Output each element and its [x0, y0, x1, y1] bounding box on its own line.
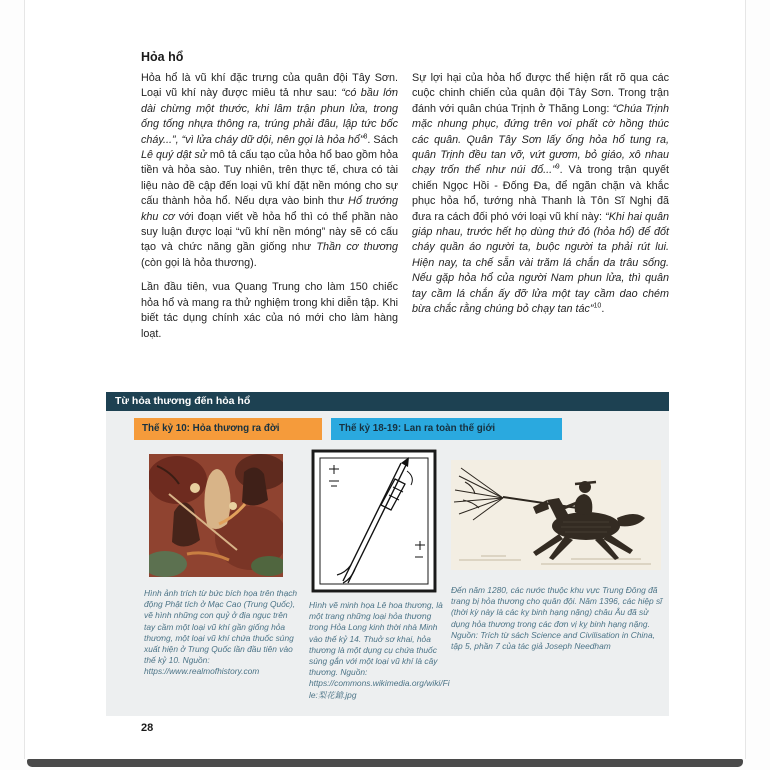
article-title: Hỏa hổ: [141, 50, 184, 64]
figure-caption-engraving: Đến năm 1280, các nước thuộc khu vực Trung Đông đã trang bị hỏa thương cho quân đội. Năm 1396, các hiệp sĩ (thời kỳ này là các kỵ binh hạng nặng) châu Âu đã sử dụng hỏa thương trong các đơn vị kỵ binh hạng nặng. Nguồn: Trích từ sách Science and Civilisation in China, tập 5, phần 7 của tác giả Joseph Needham: [451, 585, 663, 652]
cavalry-illustration: [451, 460, 661, 570]
page-edge-shadow: [27, 759, 743, 767]
article-body: [141, 71, 669, 342]
body-paragraph: Hỏa hổ là vũ khí đặc trưng của quân đội Tây Sơn. Loại vũ khí này được miêu tả như sau: “có bầu lớn dài chừng một thước, khi lâm trận phun lửa, trong ống tống nhựa thông ra, trúng phải đâu, lập tức bốc cháy...”, “vì lửa cháy dữ dội, nên gọi là hỏa hổ”$^8$. Sách Lê quý dật sử mô tả cấu tạo của hỏa hổ bao gồm hỏa tiền và hỏa sào. Tuy nhiên, trên thực tế, chưa có tài liệu nào đề cập đến loại vũ khí đặt nền móng cho sự cấu thành hỏa hổ. Nếu dựa vào binh thư Hổ trướng khu cơ với đoạn viết về hỏa hổ thì có thể phần nào suy luận được loại “vũ khí nền móng” này sẽ có cấu tạo và chức năng gần giống như Thần cơ thương (còn gọi là hỏa thương).: [141, 72, 399, 269]
fire-lance-illustration: [311, 449, 437, 593]
infobox-title: Từ hỏa thương đến hỏa hổ: [106, 392, 669, 411]
right-column: [412, 71, 669, 342]
figure-caption-drawing: Hình vẽ minh họa Lê hoa thương, là một trang những loại hỏa thương trong Hỏa Long kinh thời nhà Minh vào thế kỷ 14. Thuở sơ khai, hỏa thương là một dụng cụ chứa thuốc súng gắn với một loại vũ khí là cây thương. Nguồn: https://commons.wikimedia.org/wiki/File:梨花鎗.jpg: [309, 600, 450, 700]
mogao-mural-image: [149, 454, 283, 577]
body-paragraph: Lần đầu tiên, vua Quang Trung cho làm 150 chiếc hỏa hổ và mang ra thử nghiệm trong khi diễn tập. Khi biết tác dụng chính xác của nó mới cho làm hàng loạt.: [141, 281, 398, 340]
body-paragraph: Sự lợi hại của hỏa hổ được thể hiện rất rõ qua các cuộc chinh chiến của quân đội Tây Sơn. Trong trận đánh với quân chúa Trịnh ở Thăng Long: “Chúa Trịnh mặc nhung phục, đứng trên voi phất cờ hồng thúc các quân. Quân Tây Sơn lấy ống hỏa hổ tung ra, quân Trịnh đều tan vỡ, vứt gươm, bỏ giáo, xô nhau chạy trốn thể như núi đổ...”$^9$. Và trong trận quyết chiến Ngọc Hồi - Đống Đa, để ngăn chặn và khắc phục hỏa hổ, tướng nhà Thanh là Tôn Sĩ Nghị đã đưa ra cách đối phó với loại vũ khí này: “Khi hai quân giáp nhau, trước hết họ dùng thứ đó (hỏa hổ) để đốt cháy quần áo người ta, buộc người ta phải rút lui. Hiện nay, ta chế sẵn vài trăm lá chắn da trâu sống. Nếu gặp hỏa hổ của người Nam phun lửa, thì quân tay cầm lá chắn ấy đỡ lửa một tay cầm dao chém bừa chắc rằng chúng bỏ chạy tan tác”$^{10}$.: [412, 72, 669, 316]
cavalry-engraving-image: [451, 460, 661, 570]
page-number: 28: [141, 722, 154, 734]
tab-century-18-19: Thế kỷ 18-19: Lan ra toàn thế giới: [331, 418, 562, 440]
fire-lance-drawing-image: [311, 449, 437, 593]
timeline-infobox: [106, 392, 669, 716]
document-page: [24, 0, 746, 759]
tab-century-10: Thế kỷ 10: Hỏa thương ra đời: [134, 418, 322, 440]
left-column: [141, 71, 398, 342]
mural-illustration: [149, 454, 283, 577]
figure-caption-mural: Hình ảnh trích từ bức bích họa trên thạch động Phật tích ở Mạc Cao (Trung Quốc), vẽ hình những con quỷ ở địa ngục trên tay cầm một loại vũ khí gần giống hỏa thương, một loại vũ khí chứa thuốc súng xuất hiện ở Trung Quốc lần đầu tiên vào thế kỷ 10. Nguồn: https://www.realmofhistory.com: [144, 588, 298, 677]
